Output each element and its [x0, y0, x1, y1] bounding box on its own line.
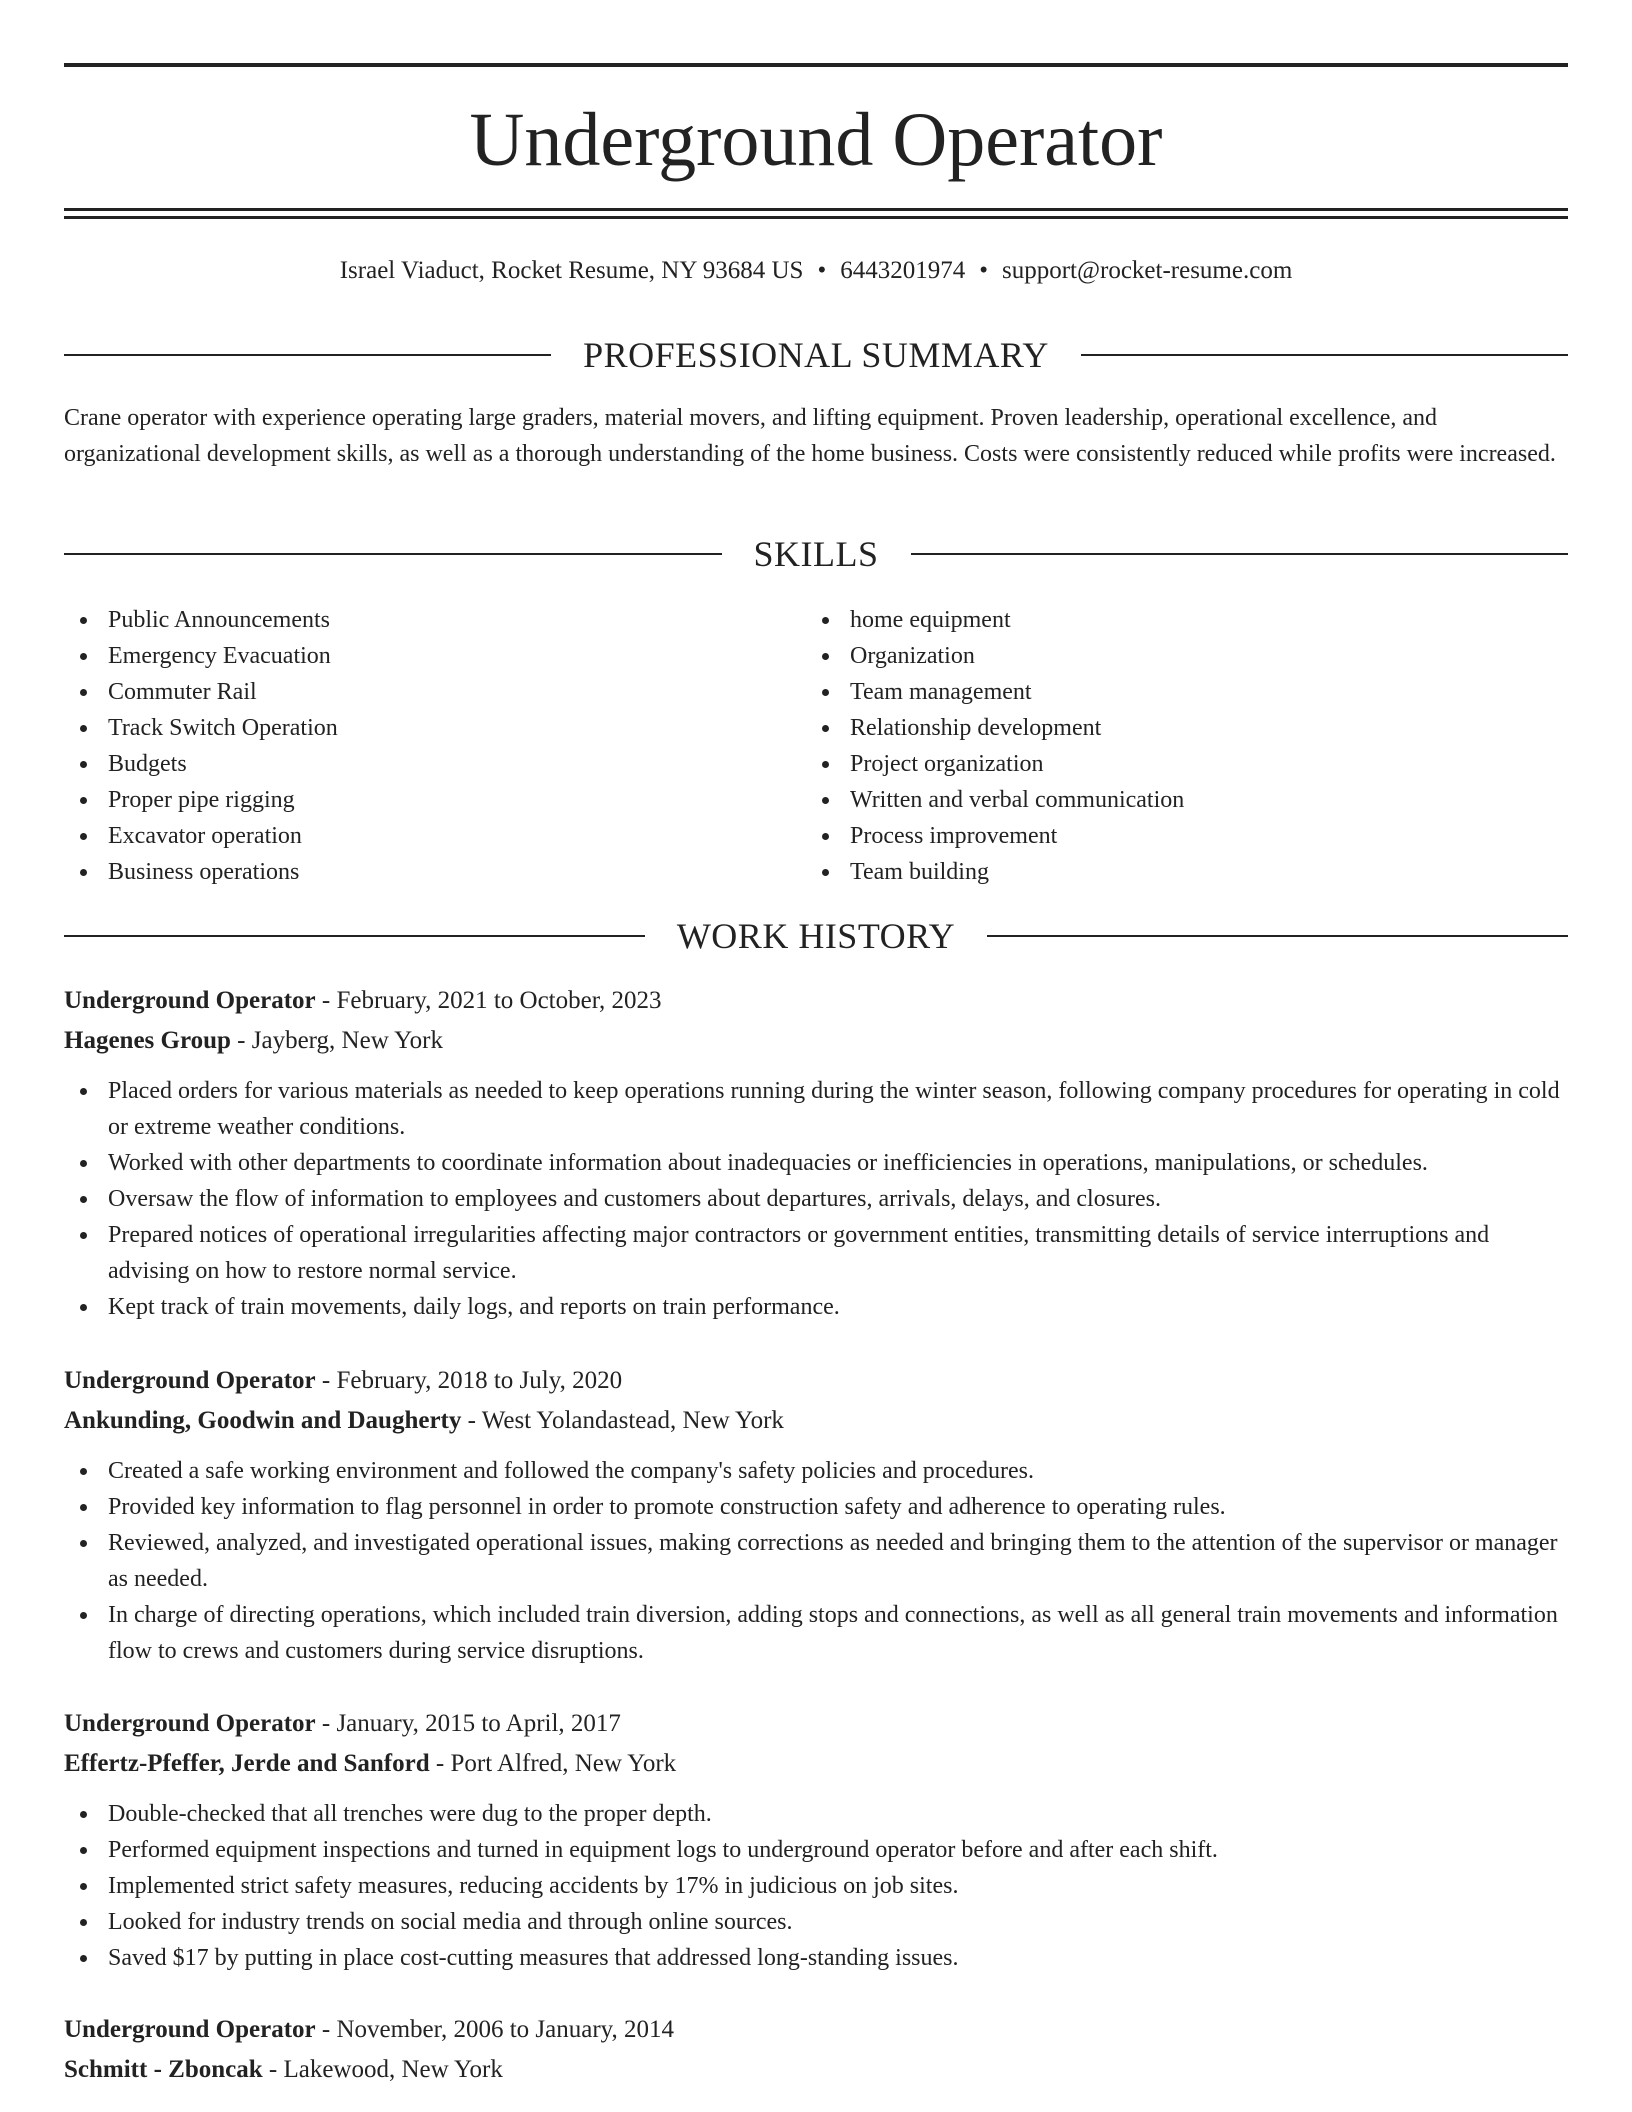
job-bullet: In charge of directing operations, which included train diversion, adding stops and connections, as well as all general train movements and information flow to crews and customers during service disruptions. — [64, 1597, 1568, 1669]
skill-item: Written and verbal communication — [806, 782, 1548, 818]
section-title: SKILLS — [753, 534, 879, 574]
job-company-line — [64, 1744, 1568, 1784]
job-location: - Lakewood, New York — [262, 2056, 503, 2083]
job-bullet: Created a safe working environment and followed the company's safety policies and procedures. — [64, 1453, 1568, 1489]
job-dates: - February, 2018 to July, 2020 — [315, 1367, 623, 1394]
section-heading-skills — [64, 532, 1568, 576]
job-company: Ankunding, Goodwin and Daugherty — [64, 1407, 462, 1434]
job-bullet: Performed equipment inspections and turned in equipment logs to underground operator before and after each shift. — [64, 1832, 1568, 1868]
title-rule-upper — [64, 208, 1568, 211]
contact-email: support@rocket-resume.com — [1001, 257, 1293, 284]
skill-item: Budgets — [64, 746, 806, 782]
job-title: Underground Operator — [64, 1367, 316, 1394]
job-bullet: Kept track of train movements, daily logs, and reports on train performance. — [64, 1289, 1568, 1325]
contact-address: Israel Viaduct, Rocket Resume, NY 93684 US — [339, 257, 804, 284]
job-company: Effertz-Pfeffer, Jerde and Sanford — [64, 1750, 430, 1777]
job-title-line — [64, 1361, 1568, 1401]
job-bullet: Saved $17 by putting in place cost-cutting measures that addressed long-standing issues. — [64, 1940, 1568, 1976]
section-title: WORK HISTORY — [676, 916, 956, 956]
contact-phone: 6443201974 — [840, 257, 966, 284]
job-entry — [64, 1704, 1568, 1976]
job-title-line — [64, 2010, 1568, 2050]
job-company: Hagenes Group — [64, 1027, 231, 1054]
skill-item: Organization — [806, 638, 1548, 674]
job-title: Underground Operator — [64, 987, 316, 1014]
job-bullet: Looked for industry trends on social media and through online sources. — [64, 1904, 1568, 1940]
skill-item: Track Switch Operation — [64, 710, 806, 746]
job-location: - Port Alfred, New York — [429, 1750, 677, 1777]
skill-item: Public Announcements — [64, 602, 806, 638]
section-heading-summary — [64, 333, 1568, 377]
job-dates: - November, 2006 to January, 2014 — [315, 2016, 675, 2043]
job-bullet: Provided key information to flag personnel in order to promote construction safety and adherence to operating rules. — [64, 1489, 1568, 1525]
skill-item: Process improvement — [806, 818, 1548, 854]
skills-list — [64, 602, 1568, 890]
skill-item: home equipment — [806, 602, 1548, 638]
job-bullet: Prepared notices of operational irregularities affecting major contractors or government entities, transmitting details of service interruptions and advising on how to restore normal service. — [64, 1217, 1568, 1289]
top-rule — [64, 63, 1568, 67]
job-company-line — [64, 1021, 1568, 1061]
job-location: - West Yolandastead, New York — [461, 1407, 784, 1434]
skill-item: Relationship development — [806, 710, 1548, 746]
skill-item: Team management — [806, 674, 1548, 710]
job-bullet: Worked with other departments to coordinate information about inadequacies or inefficiencies in operations, manipulations, or schedules. — [64, 1145, 1568, 1181]
job-dates: - February, 2021 to October, 2023 — [315, 987, 662, 1014]
job-dates: - January, 2015 to April, 2017 — [315, 1710, 621, 1737]
job-title-line — [64, 1704, 1568, 1744]
job-title: Underground Operator — [64, 1710, 316, 1737]
skills-column-right — [806, 602, 1548, 890]
job-location: - Jayberg, New York — [230, 1027, 443, 1054]
contact-separator: • — [979, 257, 988, 284]
job-company-line — [64, 1401, 1568, 1441]
job-bullets — [64, 1073, 1568, 1325]
skill-item: Project organization — [806, 746, 1548, 782]
skill-item: Excavator operation — [64, 818, 806, 854]
job-bullets — [64, 1453, 1568, 1669]
skill-item: Emergency Evacuation — [64, 638, 806, 674]
heading-rule-left — [64, 553, 722, 555]
job-bullet: Implemented strict safety measures, reducing accidents by 17% in judicious on job sites. — [64, 1868, 1568, 1904]
heading-rule-right — [911, 553, 1569, 555]
skills-column-left — [64, 602, 806, 890]
heading-rule-right — [987, 935, 1568, 937]
job-bullets — [64, 1796, 1568, 1976]
skill-item: Team building — [806, 854, 1548, 890]
contact-separator: • — [817, 257, 827, 284]
job-title: Underground Operator — [64, 2016, 316, 2043]
job-entry — [64, 2010, 1568, 2090]
job-bullet: Oversaw the flow of information to employees and customers about departures, arrivals, delays, and closures. — [64, 1181, 1568, 1217]
job-entry — [64, 981, 1568, 1325]
summary-text: Crane operator with experience operating large graders, material movers, and lifting equipment. Proven leadership, operational excellence, and organizational development skills, as well as a thorough understanding of the home business. Costs were consistently reduced while profits were increased. — [64, 405, 1556, 467]
job-bullet: Double-checked that all trenches were dug to the proper depth. — [64, 1796, 1568, 1832]
title-rule-lower — [64, 216, 1568, 219]
skill-item: Commuter Rail — [64, 674, 806, 710]
job-title-line — [64, 981, 1568, 1021]
job-company: Schmitt - Zboncak — [64, 2056, 263, 2083]
job-bullet: Reviewed, analyzed, and investigated operational issues, making corrections as needed and bringing them to the attention of the supervisor or manager as needed. — [64, 1525, 1568, 1597]
job-bullet: Placed orders for various materials as needed to keep operations running during the winter season, following company procedures for operating in cold or extreme weather conditions. — [64, 1073, 1568, 1145]
section-heading-work-history — [64, 914, 1568, 958]
heading-rule-right — [1081, 354, 1568, 356]
heading-rule-left — [64, 354, 551, 356]
contact-line — [64, 253, 1568, 289]
page-title: Underground Operator — [469, 98, 1163, 182]
job-company-line — [64, 2050, 1568, 2090]
heading-rule-left — [64, 935, 645, 937]
skill-item: Business operations — [64, 854, 806, 890]
job-entry — [64, 1361, 1568, 1669]
section-title: PROFESSIONAL SUMMARY — [583, 335, 1049, 375]
skill-item: Proper pipe rigging — [64, 782, 806, 818]
